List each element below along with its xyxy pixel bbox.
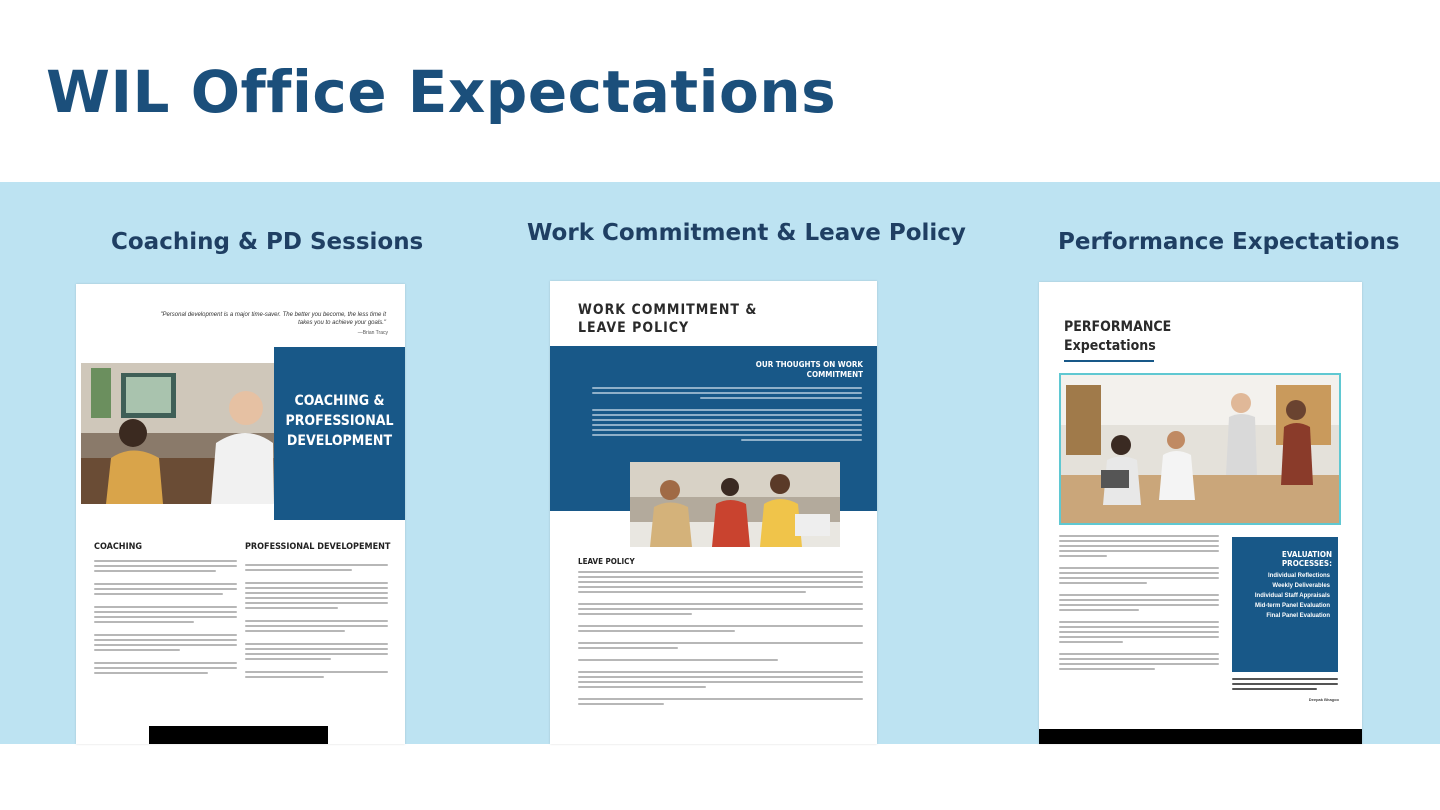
- team-meeting-photo: [630, 462, 840, 547]
- evaluation-processes-panel: [1232, 537, 1338, 672]
- work-commitment-document-thumbnail: [550, 281, 877, 744]
- document-black-bar: [1039, 729, 1362, 744]
- document-quote-author: —Brian Tracy: [357, 330, 388, 336]
- leave-policy-body-text: [578, 571, 863, 708]
- performance-document-thumbnail: [1039, 282, 1362, 744]
- document-black-bar: [149, 726, 328, 744]
- performance-doc-title: PERFORMANCE Expectations: [1064, 319, 1172, 354]
- performance-photo: [1059, 373, 1341, 525]
- evaluation-item: Individual Staff Appraisals: [1254, 593, 1330, 599]
- column-heading-work-commitment: Work Commitment & Leave Policy: [527, 220, 966, 246]
- coaching-body-text: [94, 560, 237, 677]
- professional-development-body-text: [245, 564, 388, 681]
- evaluation-item: Individual Reflections: [1267, 573, 1330, 579]
- evaluation-item: Final Panel Evaluation: [1266, 613, 1330, 619]
- work-commitment-doc-title: WORK COMMITMENT & LEAVE POLICY: [578, 302, 758, 336]
- our-thoughts-heading: OUR THOUGHTS ON WORK COMMITMENT: [755, 360, 863, 379]
- leave-policy-heading: LEAVE POLICY: [578, 557, 635, 566]
- evaluation-footnote-text: [1232, 678, 1338, 693]
- slide-title: WIL Office Expectations: [46, 58, 837, 126]
- evaluation-processes-list: [1230, 571, 1330, 621]
- evaluation-processes-heading: EVALUATION PROCESSES:: [1281, 550, 1332, 568]
- column-heading-performance: Performance Expectations: [1058, 229, 1400, 255]
- coaching-banner: [274, 347, 405, 520]
- title-underline: [1064, 360, 1154, 362]
- column-heading-coaching: Coaching & PD Sessions: [111, 229, 424, 255]
- professional-development-heading: PROFESSIONAL DEVELOPEMENT: [245, 542, 391, 552]
- document-quote: "Personal development is a major time-saver. The better you become, the less time it takes you to achieve your goals.": [160, 312, 386, 326]
- performance-body-text: [1059, 535, 1219, 673]
- coaching-document-thumbnail: [76, 284, 405, 744]
- evaluation-item: Mid-term Panel Evaluation: [1254, 603, 1330, 609]
- coaching-photo: [81, 363, 274, 504]
- work-commitment-banner-text: [592, 387, 862, 444]
- coaching-banner-title: COACHING & PROFESSIONAL DEVELOPMENT: [285, 393, 394, 449]
- coaching-section-heading: COACHING: [94, 542, 142, 552]
- document-author: Deepak Bhagoo: [1308, 697, 1339, 702]
- evaluation-item: Weekly Deliverables: [1272, 583, 1330, 589]
